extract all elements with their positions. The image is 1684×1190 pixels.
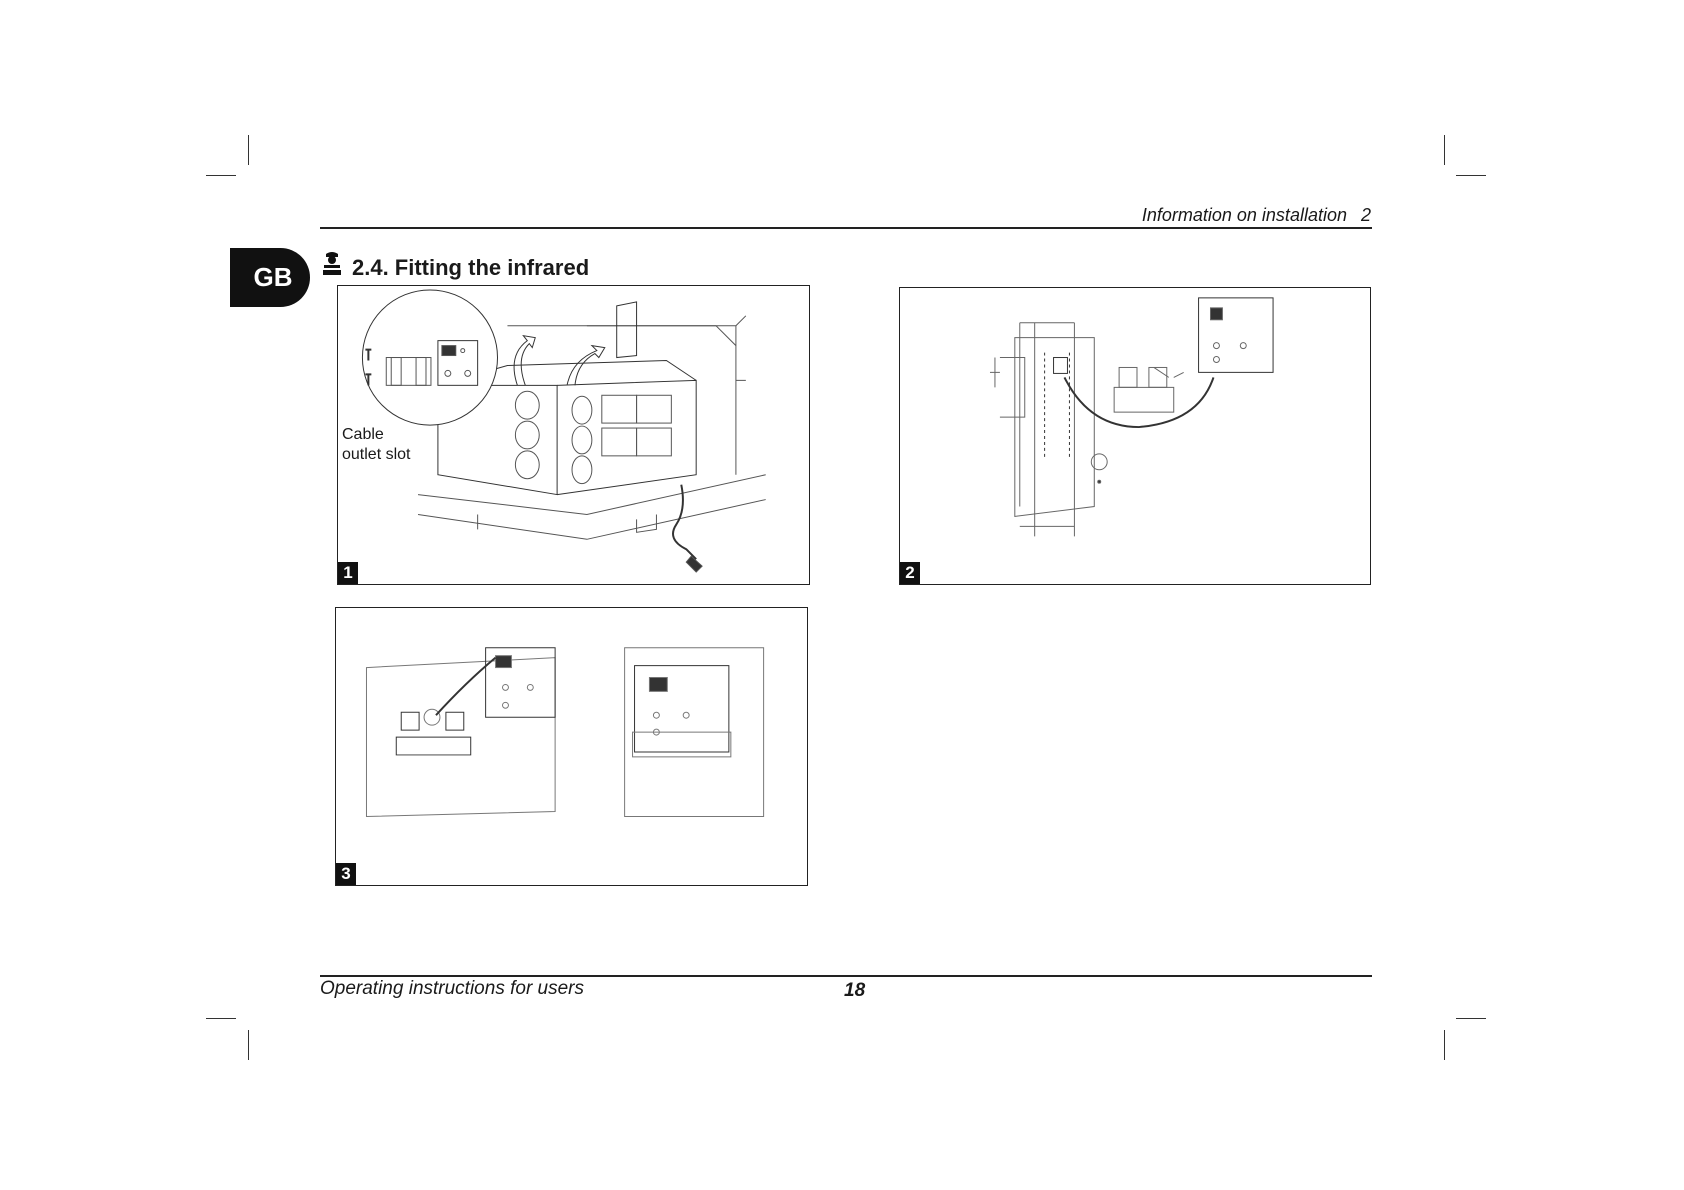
callout-line: outlet slot xyxy=(342,446,411,463)
footer-rule xyxy=(320,975,1372,977)
figure-number: 1 xyxy=(338,562,358,584)
figure-3 xyxy=(335,607,808,886)
header-rule xyxy=(320,227,1372,229)
running-header xyxy=(1142,205,1371,226)
crop-mark xyxy=(206,175,236,176)
footer-document-title: Operating instructions for users xyxy=(320,978,585,999)
section-title: 2.4. Fitting the infrared xyxy=(352,255,590,280)
callout-line: Cable xyxy=(342,426,384,443)
crop-mark xyxy=(1456,1018,1486,1019)
installer-icon xyxy=(322,250,342,276)
crop-mark xyxy=(206,1018,236,1019)
crop-mark xyxy=(248,1030,249,1060)
wall-mount-illustration xyxy=(900,288,1370,584)
header-chapter: 2 xyxy=(1360,205,1371,225)
crop-mark xyxy=(248,135,249,165)
crop-mark xyxy=(1456,175,1486,176)
cable-outlet-callout xyxy=(342,425,410,465)
crop-mark xyxy=(1444,135,1445,165)
header-section: Information on installation xyxy=(1141,205,1347,225)
page-number: 18 xyxy=(844,980,866,1001)
figure-number: 2 xyxy=(900,562,920,584)
figure-number: 3 xyxy=(336,863,356,885)
language-tab: GB xyxy=(230,248,310,307)
figure-2 xyxy=(899,287,1371,585)
crop-mark xyxy=(1444,1030,1445,1060)
controller-assembly-illustration xyxy=(336,608,807,885)
